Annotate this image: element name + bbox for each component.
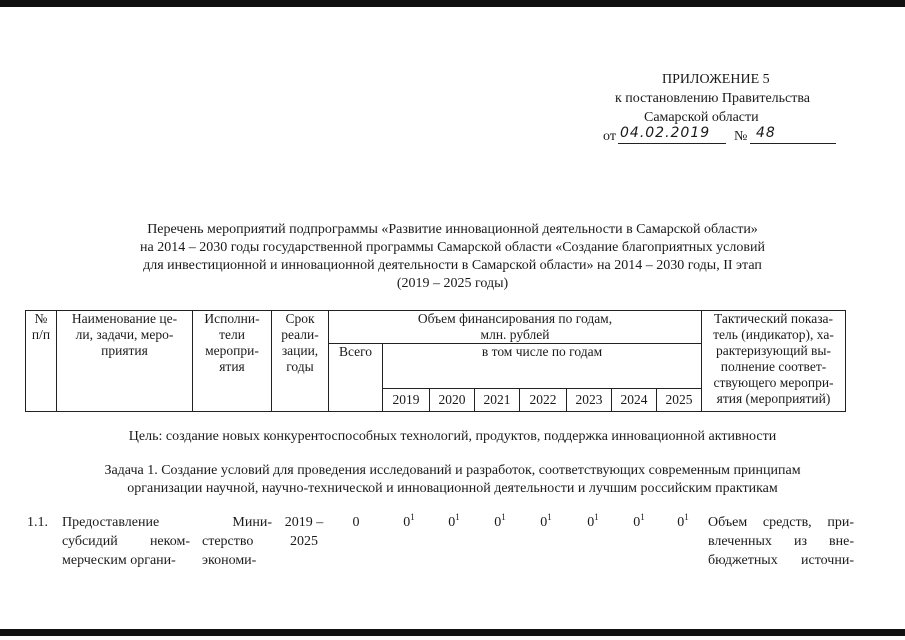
header-year: 2023 <box>567 389 612 412</box>
header-year: 2022 <box>520 389 567 412</box>
row-name: Предоставление субсидий неком- мерческим органи- <box>62 515 190 568</box>
task-line: организации научной, научно-технической и инновационной деятельности и лучшим российским практикам <box>127 481 778 496</box>
number-field <box>750 124 836 144</box>
from-label: от <box>603 129 616 144</box>
row-year-2025: $0^1$ <box>677 512 689 530</box>
header-year: 2020 <box>430 389 475 412</box>
top-scan-edge <box>0 0 905 7</box>
number-handwritten: 48 <box>756 125 776 141</box>
bottom-scan-edge <box>0 629 905 636</box>
header-year: 2024 <box>612 389 657 412</box>
header-by-years: в том числе по годам <box>383 344 702 389</box>
header-num: № п/п <box>26 311 57 412</box>
header-name: Наименование це- ли, задачи, меро- приятия <box>57 311 193 412</box>
appendix-line-2: к постановлению Правительства <box>615 91 811 106</box>
row-year-2019: $0^1$ <box>403 512 415 530</box>
row-year-2020: $0^1$ <box>448 512 460 530</box>
appendix-line-3: Самарской области <box>644 110 759 125</box>
header-year: 2025 <box>657 389 702 412</box>
row-executor: Мини- стерство экономи- <box>202 515 272 568</box>
row-total: 0 <box>352 515 360 530</box>
row-year-2022: $0^1$ <box>540 512 552 530</box>
header-term: Срок реали- зации, годы <box>272 311 329 412</box>
header-indicator: Тактический показа- тель (индикатор), ха- рактеризующий вы- полнение соответ- ствующего меропри- ятия (мероприятий) <box>702 311 846 412</box>
goal-line: Цель: создание новых конкурентоспособных технологий, продуктов, поддержка инновационной активности <box>128 429 777 444</box>
row-year-2023: $0^1$ <box>587 512 599 530</box>
document-title <box>40 221 865 293</box>
number-sign: № <box>734 129 748 144</box>
title-line: для инвестиционной и инновационной деятельности в Самарской области» на 2014 – 2030 годы, II этап <box>143 258 762 273</box>
row-year-2024: $0^1$ <box>633 512 645 530</box>
appendix-date-line <box>560 127 850 147</box>
header-year: 2019 <box>383 389 430 412</box>
header-year: 2021 <box>475 389 520 412</box>
title-line: (2019 – 2025 годы) <box>396 276 509 291</box>
title-line: на 2014 – 2030 годы государственной программы Самарской области «Создание благоприятных условий <box>140 240 765 255</box>
task-line: Задача 1. Создание условий для проведения исследований и разработок, соответствующих современным принципам <box>104 463 801 478</box>
header-funding: Объем финансирования по годам, млн. рублей <box>329 311 702 344</box>
date-field <box>618 124 726 144</box>
row-year-2021: $0^1$ <box>494 512 506 530</box>
row-indicator: Объем средств, при- влеченных из вне- бюджетных источни- <box>708 515 854 568</box>
measures-table <box>25 310 846 412</box>
date-handwritten: 04.02.2019 <box>620 125 711 141</box>
appendix-header <box>560 70 850 147</box>
row-number: 1.1. <box>27 515 48 530</box>
title-line: Перечень мероприятий подпрограммы «Развитие инновационной деятельности в Самарской области» <box>147 222 758 237</box>
row-term: 2019 – 2025 <box>284 515 324 549</box>
task-1 <box>40 462 865 498</box>
header-executors: Исполни- тели меропри- ятия <box>193 311 272 412</box>
header-total: Всего <box>329 344 383 412</box>
appendix-title: ПРИЛОЖЕНИЕ 5 <box>662 72 770 87</box>
